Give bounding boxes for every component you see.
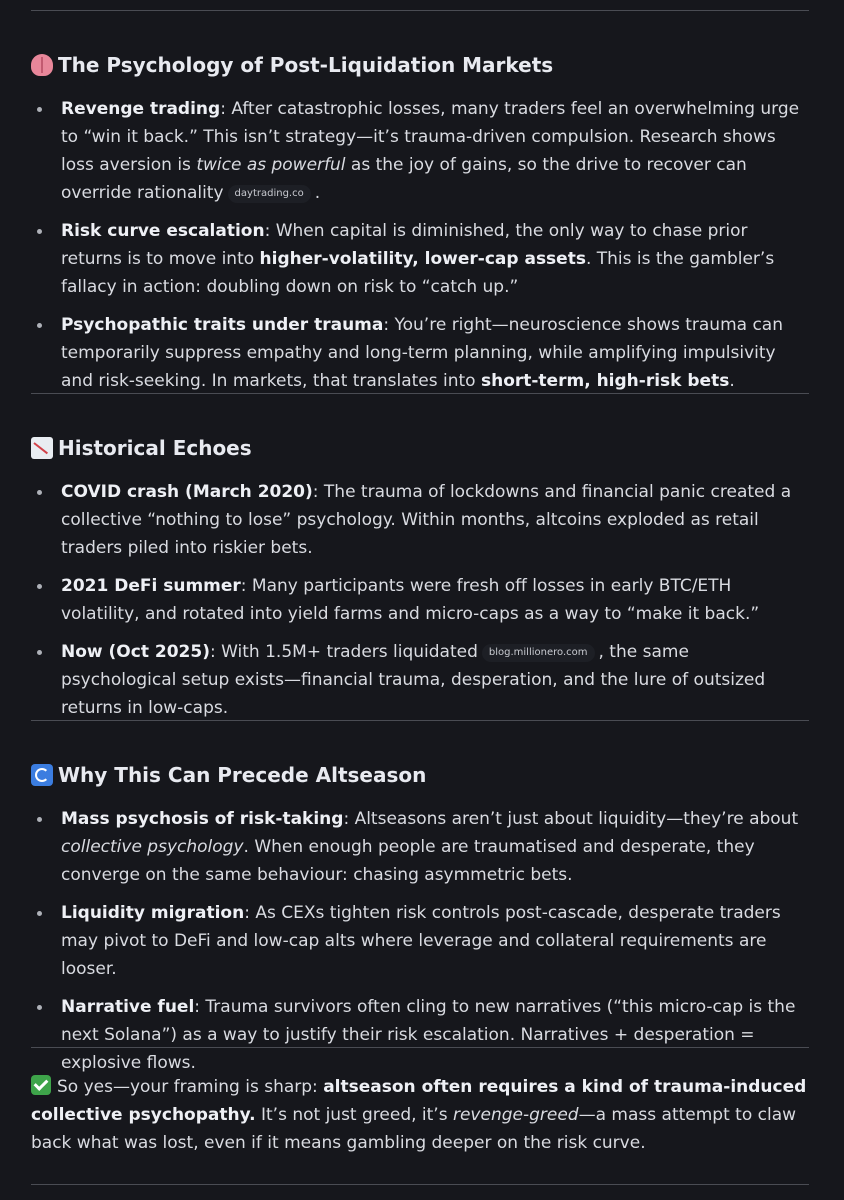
check-mark-icon [31,1075,51,1095]
list-item: Liquidity migration: As CEXs tighten risk controls post-cascade, desperate traders may pivot to DeFi and low-cap alts where leverage and collateral requirements are looser. [31,899,809,983]
bullet-list [31,805,809,1077]
section-heading [31,761,809,789]
brain-icon [31,54,53,76]
list-item: Revenge trading: After catastrophic losses, many traders feel an overwhelming urge to “win it back.” This isn’t strategy—it’s trauma-driven compulsion. Research shows loss aversion is twice as powerful as the joy of gains, so the drive to recover can override rationality daytrading.co . [31,95,809,207]
divider [31,10,809,11]
section-altseason [31,761,809,1087]
conclusion [31,1073,809,1157]
list-item: Narrative fuel: Trauma survivors often cling to new narratives (“this micro-cap is the next Solana”) as a way to justify their risk escalation. Narratives + desperation = explosive flows. [31,993,809,1077]
list-item: Now (Oct 2025): With 1.5M+ traders liquidated blog.millionero.com , the same psychological setup exists—financial trauma, desperation, and the lure of outsized returns in low-caps. [31,638,809,722]
bullet-list [31,95,809,395]
list-item: Risk curve escalation: When capital is diminished, the only way to chase prior returns is to move into higher-volatility, lower-cap assets. This is the gambler’s fallacy in action: doubling down on risk to “catch up.” [31,217,809,301]
divider [31,1047,809,1048]
divider [31,393,809,394]
heading-text: Historical Echoes [58,436,252,460]
conclusion-paragraph: So yes—your framing is sharp: altseason often requires a kind of trauma-induced collective psychopathy. It’s not just greed, it’s revenge-greed—a mass attempt to claw back what was lost, even if it means gambling deeper on the risk curve. [31,1077,807,1153]
divider [31,1184,809,1185]
list-item: 2021 DeFi summer: Many participants were fresh off losses in early BTC/ETH volatility, and rotated into yield farms and micro-caps as a way to “make it back.” [31,572,809,628]
source-chip[interactable]: blog.millionero.com [482,644,595,662]
list-item: Mass psychosis of risk-taking: Altseasons aren’t just about liquidity—they’re about collective psychology. When enough people are traumatised and desperate, they converge on the same behaviour: chasing asymmetric bets. [31,805,809,889]
list-item: Psychopathic traits under trauma: You’re right—neuroscience shows trauma can temporarily suppress empathy and long-term planning, while amplifying impulsivity and risk-seeking. In markets, that translates into short-term, high-risk bets. [31,311,809,395]
section-historical-echoes [31,434,809,732]
section-heading [31,434,809,462]
chart-decreasing-icon [31,437,53,459]
cycle-arrows-icon [31,764,53,786]
heading-text: The Psychology of Post-Liquidation Markets [58,53,554,77]
section-heading [31,51,809,79]
bullet-list [31,478,809,722]
source-chip[interactable]: daytrading.co [228,185,311,203]
list-item: COVID crash (March 2020): The trauma of lockdowns and financial panic created a collective “nothing to lose” psychology. Within months, altcoins exploded as retail traders piled into riskier bets. [31,478,809,562]
section-psychology [31,51,809,405]
divider [31,720,809,721]
heading-text: Why This Can Precede Altseason [58,763,427,787]
